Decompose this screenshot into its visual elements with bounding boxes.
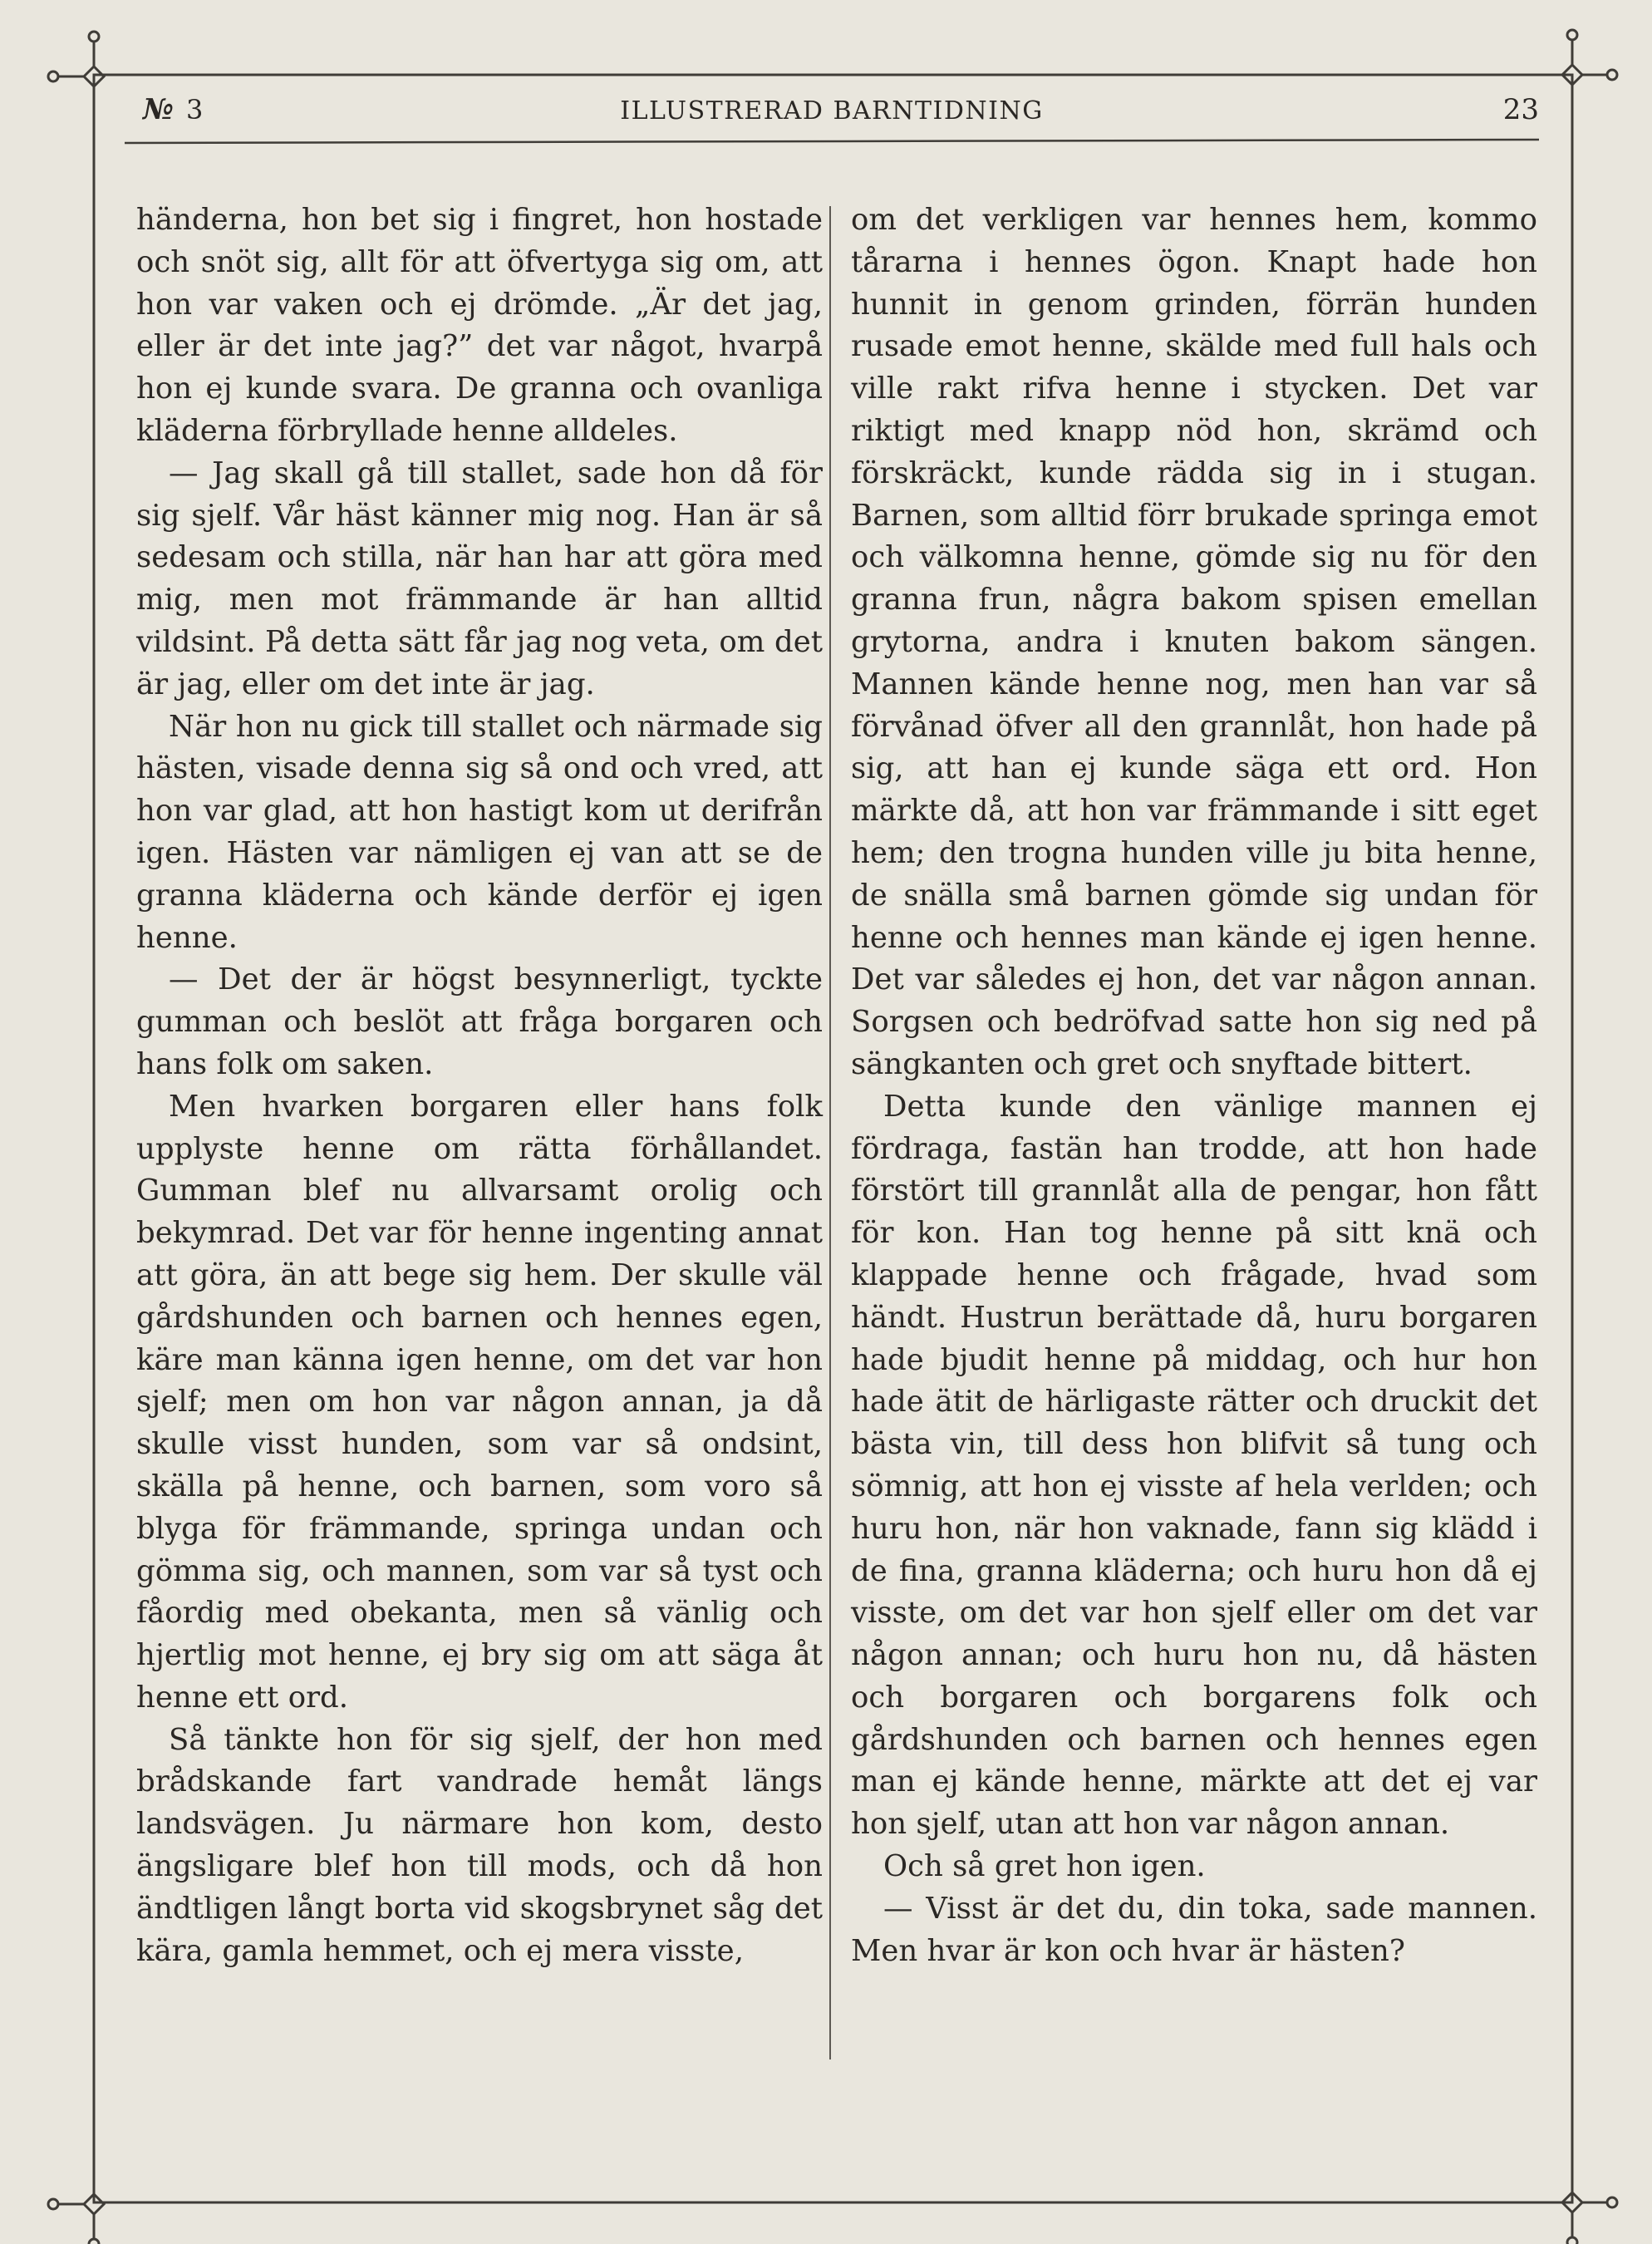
paragraph: Men hvarken borgaren eller hans folk upplyste henne om rätta förhållandet. Gumman blef nu allvarsamt orolig och bekymrad. Det var för henne ingenting annat att göra, än att bege sig hem. Der skulle väl gårdshunden och barnen och hennes egen, käre man känna igen henne, om det var hon sjelf; men om hon var någon annan, ja då skulle visst hunden, som var så ondsint, skälla på henne, och barnen, som voro så blyga för främmande, springa undan och gömma sig, och mannen, som var så tyst och fåordig med obekanta, men så vänlig och hjertlig mot henne, ej bry sig om att säga åt henne ett ord. [136, 1089, 823, 1715]
paragraph: Och så gret hon igen. [883, 1849, 1206, 1884]
paragraph: — Visst är det du, din toka, sade mannen. Men hvar är kon och hvar är hästen? [851, 1891, 1537, 1968]
right-column [851, 199, 1537, 1972]
paragraph: — Det der är högst besynnerligt, tyckte gumman och beslöt att fråga borgaren och hans folk om saken. [136, 962, 823, 1081]
page-header [125, 93, 1539, 135]
corner-ornament-top-left [48, 32, 104, 86]
left-column [136, 199, 823, 1972]
issue-number-value: 3 [185, 94, 204, 125]
page-number: 23 [1502, 93, 1539, 126]
issue-mark: № [143, 93, 175, 126]
header-rule [125, 140, 1539, 143]
corner-ornament-bottom-right [1562, 2192, 1617, 2244]
paragraph: — Jag skall gå till stallet, sade hon då för sig sjelf. Vår häst känner mig nog. Han är så sedesam och stilla, när han har att göra med mig, men mot främmande är han alltid vildsint. På detta sätt får jag nog veta, om det är jag, eller om det inte är jag. [136, 455, 823, 701]
paragraph: om det verkligen var hennes hem, kommo tårarna i hennes ögon. Knapt hade hon hunnit in genom grinden, förrän hunden rusade emot henne, skälde med full hals och ville rakt rifva henne i stycken. Det var riktigt med knapp nöd hon, skrämd och förskräckt, kunde rädda sig in i stugan. Barnen, som alltid förr brukade springa emot och välkomna henne, gömde sig nu för den granna frun, några bakom spisen emellan grytorna, andra i knuten bakom sängen. Mannen kände henne nog, men han var så förvånad öfver all den grannlåt, hon hade på sig, att han ej kunde säga ett ord. Hon märkte då, att hon var främmande i sitt eget hem; den trogna hunden ville ju bita henne, de snälla små barnen gömde sig undan för henne och hennes man kände ej igen henne. Det var således ej hon, det var någon annan. Sorgsen och bedröfvad satte hon sig ned på sängkanten och gret och snyftade bittert. [851, 203, 1537, 1081]
paragraph: händerna, hon bet sig i fingret, hon hostade och snöt sig, allt för att öfvertyga sig om, att hon var vaken och ej drömde. „Är det jag, eller är det inte jag?” det var något, hvarpå hon ej kunde svara. De granna och ovanliga kläderna förbryllade henne alldeles. [136, 203, 823, 448]
column-divider [829, 206, 831, 2059]
masthead-title: ILLUSTRERAD BARNTIDNING [620, 96, 1044, 125]
paragraph: Detta kunde den vänlige mannen ej fördraga, fastän han trodde, att hon hade förstört till grannlåt alla de pengar, hon fått för kon. Han tog henne på sitt knä och klappade henne och frågade, hvad som händt. Hustrun berättade då, huru borgaren hade bjudit henne på middag, och hur hon hade ätit de härligaste rätter och druckit det bästa vin, till dess hon blifvit så tung och sömnig, att hon ej visste af hela verlden; och huru hon, när hon vaknade, fann sig klädd i de fina, granna kläderna; och huru hon då ej visste, om det var hon sjelf eller om det var någon annan; och huru hon nu, då hästen och borgaren och borgarens folk och gårdshunden och barnen och hennes egen man ej kände henne, märkte att det ej var hon sjelf, utan att hon var någon annan. [851, 1089, 1537, 1842]
corner-ornament-top-right [1562, 30, 1617, 85]
paragraph: Så tänkte hon för sig sjelf, der hon med brådskande fart vandrade hemåt längs landsvägen. Ju närmare hon kom, desto ängsligare blef hon till mods, och då hon ändtligen långt borta vid skogsbrynet såg det kära, gamla hemmet, och ej mera visste, [136, 1722, 823, 1968]
paragraph: När hon nu gick till stallet och närmade sig hästen, visade denna sig så ond och vred, att hon var glad, att hon hastigt kom ut derifrån igen. Hästen var nämligen ej van att se de granna kläderna och kände derför ej igen henne. [136, 709, 823, 955]
